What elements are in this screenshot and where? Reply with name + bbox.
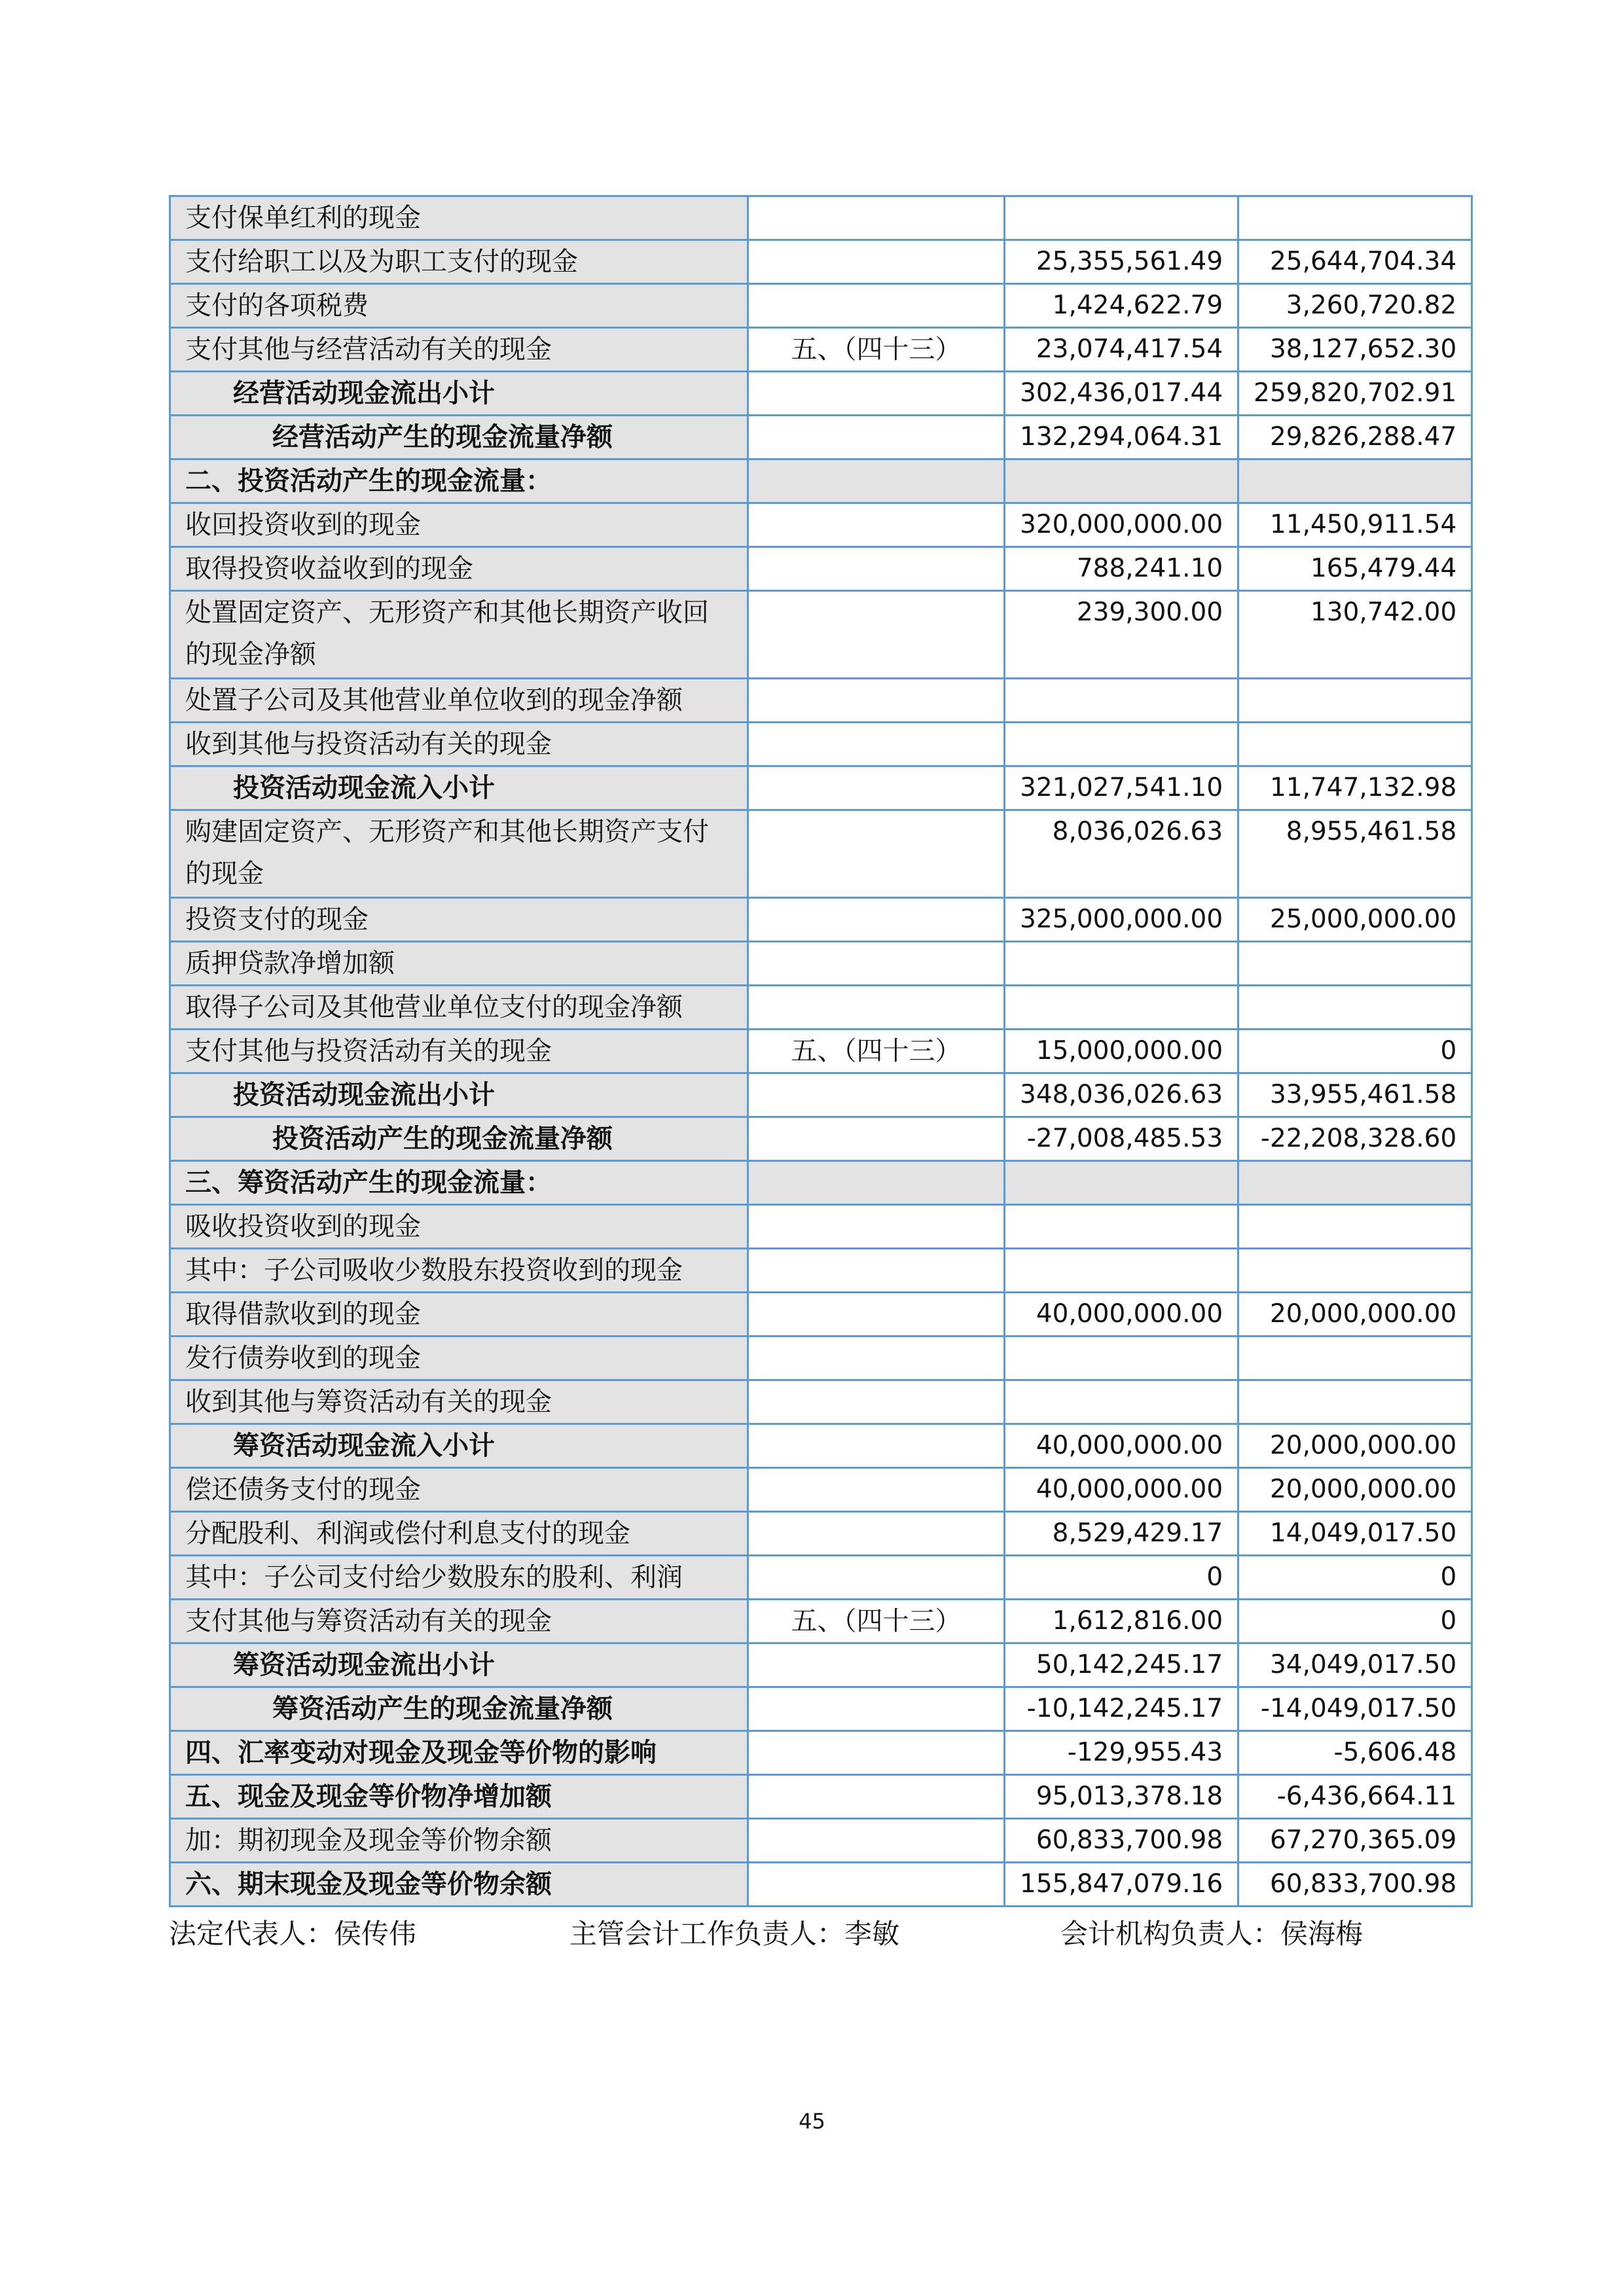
previous-period-cell: 33,955,461.58 <box>1238 1073 1472 1117</box>
note-cell: 五、（四十三） <box>748 1030 1005 1073</box>
previous-period-cell: -22,208,328.60 <box>1238 1117 1472 1161</box>
current-period-cell <box>1005 1380 1238 1424</box>
line-item-cell: 购建固定资产、无形资产和其他长期资产支付的现金 <box>170 810 748 898</box>
previous-period-cell: -14,049,017.50 <box>1238 1687 1472 1731</box>
line-item-cell: 支付其他与投资活动有关的现金 <box>170 1030 748 1073</box>
previous-period-cell: 20,000,000.00 <box>1238 1424 1472 1468</box>
page-number: 45 <box>799 2109 825 2134</box>
current-period-cell: 8,036,026.63 <box>1005 810 1238 898</box>
current-period-cell: 321,027,541.10 <box>1005 766 1238 810</box>
current-period-cell: 1,424,622.79 <box>1005 284 1238 328</box>
previous-period-cell: 259,820,702.91 <box>1238 372 1472 416</box>
line-item-cell: 支付保单红利的现金 <box>170 196 748 240</box>
current-period-cell <box>1005 679 1238 723</box>
previous-period-cell: 8,955,461.58 <box>1238 810 1472 898</box>
table-row <box>170 1205 1472 1249</box>
table-row <box>170 766 1472 810</box>
table-row <box>170 328 1472 372</box>
note-cell <box>748 1161 1005 1205</box>
table-row <box>170 1249 1472 1293</box>
note-cell: 五、（四十三） <box>748 1600 1005 1643</box>
previous-period-cell: 11,450,911.54 <box>1238 503 1472 547</box>
table-row <box>170 1424 1472 1468</box>
table-row <box>170 1161 1472 1205</box>
line-item-cell: 处置子公司及其他营业单位收到的现金净额 <box>170 679 748 723</box>
current-period-cell: -27,008,485.53 <box>1005 1117 1238 1161</box>
table-body <box>170 196 1472 1907</box>
previous-period-cell: 29,826,288.47 <box>1238 416 1472 459</box>
previous-period-cell <box>1238 942 1472 986</box>
line-item-cell: 收到其他与投资活动有关的现金 <box>170 723 748 766</box>
accounting-supervisor: 主管会计工作负责人：李敏 <box>569 1918 900 1950</box>
note-cell <box>748 1293 1005 1336</box>
note-cell <box>748 503 1005 547</box>
note-cell <box>748 1336 1005 1380</box>
previous-period-cell: 25,644,704.34 <box>1238 240 1472 284</box>
line-item-cell: 六、期末现金及现金等价物余额 <box>170 1863 748 1907</box>
previous-period-cell: 0 <box>1238 1030 1472 1073</box>
current-period-cell: 348,036,026.63 <box>1005 1073 1238 1117</box>
current-period-cell: 15,000,000.00 <box>1005 1030 1238 1073</box>
note-cell <box>748 240 1005 284</box>
previous-period-cell: -6,436,664.11 <box>1238 1775 1472 1819</box>
table-row <box>170 591 1472 679</box>
current-period-cell <box>1005 723 1238 766</box>
table-row <box>170 1643 1472 1687</box>
line-item-cell: 经营活动产生的现金流量净额 <box>170 416 748 459</box>
note-cell <box>748 1775 1005 1819</box>
note-cell <box>748 679 1005 723</box>
current-period-cell: -129,955.43 <box>1005 1731 1238 1775</box>
current-period-cell <box>1005 986 1238 1030</box>
table-row <box>170 942 1472 986</box>
previous-period-cell: 67,270,365.09 <box>1238 1819 1472 1863</box>
note-cell <box>748 1687 1005 1731</box>
table-row <box>170 810 1472 898</box>
previous-period-cell: 20,000,000.00 <box>1238 1468 1472 1512</box>
table-row <box>170 284 1472 328</box>
previous-period-cell <box>1238 1336 1472 1380</box>
table-row <box>170 1073 1472 1117</box>
note-cell: 五、（四十三） <box>748 328 1005 372</box>
current-period-cell: 302,436,017.44 <box>1005 372 1238 416</box>
line-item-cell: 筹资活动现金流出小计 <box>170 1643 748 1687</box>
previous-period-cell <box>1238 196 1472 240</box>
note-cell <box>748 1468 1005 1512</box>
previous-period-cell <box>1238 1205 1472 1249</box>
table-row <box>170 986 1472 1030</box>
previous-period-cell <box>1238 679 1472 723</box>
line-item-cell: 经营活动现金流出小计 <box>170 372 748 416</box>
line-item-cell: 支付给职工以及为职工支付的现金 <box>170 240 748 284</box>
line-item-cell: 偿还债务支付的现金 <box>170 1468 748 1512</box>
note-cell <box>748 1643 1005 1687</box>
current-period-cell: -10,142,245.17 <box>1005 1687 1238 1731</box>
note-cell <box>748 547 1005 591</box>
table-row <box>170 1556 1472 1600</box>
current-period-cell <box>1005 1161 1238 1205</box>
line-item-cell: 投资活动产生的现金流量净额 <box>170 1117 748 1161</box>
current-period-cell <box>1005 1205 1238 1249</box>
line-item-cell: 三、筹资活动产生的现金流量： <box>170 1161 748 1205</box>
line-item-cell: 投资活动现金流入小计 <box>170 766 748 810</box>
note-cell <box>748 459 1005 503</box>
note-cell <box>748 942 1005 986</box>
note-cell <box>748 1556 1005 1600</box>
current-period-cell: 40,000,000.00 <box>1005 1468 1238 1512</box>
current-period-cell: 320,000,000.00 <box>1005 503 1238 547</box>
current-period-cell: 40,000,000.00 <box>1005 1424 1238 1468</box>
table-row <box>170 547 1472 591</box>
note-cell <box>748 986 1005 1030</box>
note-cell <box>748 723 1005 766</box>
note-cell <box>748 1819 1005 1863</box>
note-cell <box>748 372 1005 416</box>
current-period-cell: 239,300.00 <box>1005 591 1238 679</box>
table-row <box>170 416 1472 459</box>
table-row <box>170 1117 1472 1161</box>
current-period-cell: 23,074,417.54 <box>1005 328 1238 372</box>
note-cell <box>748 1380 1005 1424</box>
note-cell <box>748 898 1005 942</box>
previous-period-cell: 38,127,652.30 <box>1238 328 1472 372</box>
note-cell <box>748 810 1005 898</box>
cash-flow-statement-table <box>169 195 1473 1907</box>
line-item-cell: 筹资活动现金流入小计 <box>170 1424 748 1468</box>
current-period-cell: 50,142,245.17 <box>1005 1643 1238 1687</box>
previous-period-cell: 60,833,700.98 <box>1238 1863 1472 1907</box>
table-row <box>170 1030 1472 1073</box>
table-row <box>170 1336 1472 1380</box>
signature-line <box>169 1914 1478 1954</box>
current-period-cell: 8,529,429.17 <box>1005 1512 1238 1556</box>
current-period-cell: 0 <box>1005 1556 1238 1600</box>
table-row <box>170 1293 1472 1336</box>
current-period-cell: 788,241.10 <box>1005 547 1238 591</box>
note-cell <box>748 1117 1005 1161</box>
table-row <box>170 1687 1472 1731</box>
table-row <box>170 196 1472 240</box>
note-cell <box>748 1249 1005 1293</box>
note-cell <box>748 1205 1005 1249</box>
line-item-cell: 处置固定资产、无形资产和其他长期资产收回的现金净额 <box>170 591 748 679</box>
table-row <box>170 898 1472 942</box>
line-item-cell: 五、现金及现金等价物净增加额 <box>170 1775 748 1819</box>
note-cell <box>748 284 1005 328</box>
current-period-cell: 40,000,000.00 <box>1005 1293 1238 1336</box>
previous-period-cell: 14,049,017.50 <box>1238 1512 1472 1556</box>
table-row <box>170 1512 1472 1556</box>
table-row <box>170 1863 1472 1907</box>
legal-representative: 法定代表人：侯传伟 <box>169 1918 417 1950</box>
line-item-cell: 分配股利、利润或偿付利息支付的现金 <box>170 1512 748 1556</box>
previous-period-cell: 0 <box>1238 1600 1472 1643</box>
table-row <box>170 1775 1472 1819</box>
previous-period-cell: 34,049,017.50 <box>1238 1643 1472 1687</box>
table-row <box>170 503 1472 547</box>
table-row <box>170 679 1472 723</box>
note-cell <box>748 1424 1005 1468</box>
line-item-cell: 取得投资收益收到的现金 <box>170 547 748 591</box>
line-item-cell: 支付的各项税费 <box>170 284 748 328</box>
line-item-cell: 四、汇率变动对现金及现金等价物的影响 <box>170 1731 748 1775</box>
line-item-cell: 投资活动现金流出小计 <box>170 1073 748 1117</box>
note-cell <box>748 1731 1005 1775</box>
previous-period-cell <box>1238 1249 1472 1293</box>
line-item-cell: 二、投资活动产生的现金流量： <box>170 459 748 503</box>
current-period-cell: 25,355,561.49 <box>1005 240 1238 284</box>
table-row <box>170 372 1472 416</box>
line-item-cell: 吸收投资收到的现金 <box>170 1205 748 1249</box>
table-row <box>170 459 1472 503</box>
previous-period-cell: 3,260,720.82 <box>1238 284 1472 328</box>
table-row <box>170 723 1472 766</box>
note-cell <box>748 766 1005 810</box>
previous-period-cell <box>1238 1380 1472 1424</box>
previous-period-cell: 0 <box>1238 1556 1472 1600</box>
current-period-cell: 1,612,816.00 <box>1005 1600 1238 1643</box>
previous-period-cell: -5,606.48 <box>1238 1731 1472 1775</box>
previous-period-cell: 25,000,000.00 <box>1238 898 1472 942</box>
previous-period-cell <box>1238 723 1472 766</box>
line-item-cell: 取得子公司及其他营业单位支付的现金净额 <box>170 986 748 1030</box>
note-cell <box>748 196 1005 240</box>
line-item-cell: 支付其他与筹资活动有关的现金 <box>170 1600 748 1643</box>
line-item-cell: 收回投资收到的现金 <box>170 503 748 547</box>
current-period-cell <box>1005 459 1238 503</box>
table-row <box>170 1731 1472 1775</box>
previous-period-cell: 20,000,000.00 <box>1238 1293 1472 1336</box>
current-period-cell <box>1005 1249 1238 1293</box>
table-row <box>170 240 1472 284</box>
line-item-cell: 筹资活动产生的现金流量净额 <box>170 1687 748 1731</box>
line-item-cell: 加：期初现金及现金等价物余额 <box>170 1819 748 1863</box>
line-item-cell: 质押贷款净增加额 <box>170 942 748 986</box>
note-cell <box>748 1863 1005 1907</box>
note-cell <box>748 1073 1005 1117</box>
previous-period-cell: 130,742.00 <box>1238 591 1472 679</box>
previous-period-cell <box>1238 986 1472 1030</box>
line-item-cell: 其中：子公司吸收少数股东投资收到的现金 <box>170 1249 748 1293</box>
line-item-cell: 投资支付的现金 <box>170 898 748 942</box>
note-cell <box>748 416 1005 459</box>
previous-period-cell: 11,747,132.98 <box>1238 766 1472 810</box>
note-cell <box>748 1512 1005 1556</box>
line-item-cell: 支付其他与经营活动有关的现金 <box>170 328 748 372</box>
previous-period-cell <box>1238 459 1472 503</box>
current-period-cell <box>1005 196 1238 240</box>
current-period-cell: 155,847,079.16 <box>1005 1863 1238 1907</box>
note-cell <box>748 591 1005 679</box>
table-row <box>170 1600 1472 1643</box>
current-period-cell <box>1005 1336 1238 1380</box>
current-period-cell: 132,294,064.31 <box>1005 416 1238 459</box>
current-period-cell <box>1005 942 1238 986</box>
previous-period-cell <box>1238 1161 1472 1205</box>
line-item-cell: 收到其他与筹资活动有关的现金 <box>170 1380 748 1424</box>
table-row <box>170 1468 1472 1512</box>
current-period-cell: 95,013,378.18 <box>1005 1775 1238 1819</box>
table-row <box>170 1819 1472 1863</box>
line-item-cell: 发行债券收到的现金 <box>170 1336 748 1380</box>
line-item-cell: 取得借款收到的现金 <box>170 1293 748 1336</box>
current-period-cell: 60,833,700.98 <box>1005 1819 1238 1863</box>
accounting-institution-head: 会计机构负责人：侯海梅 <box>1060 1918 1363 1950</box>
current-period-cell: 325,000,000.00 <box>1005 898 1238 942</box>
line-item-cell: 其中：子公司支付给少数股东的股利、利润 <box>170 1556 748 1600</box>
table-row <box>170 1380 1472 1424</box>
previous-period-cell: 165,479.44 <box>1238 547 1472 591</box>
